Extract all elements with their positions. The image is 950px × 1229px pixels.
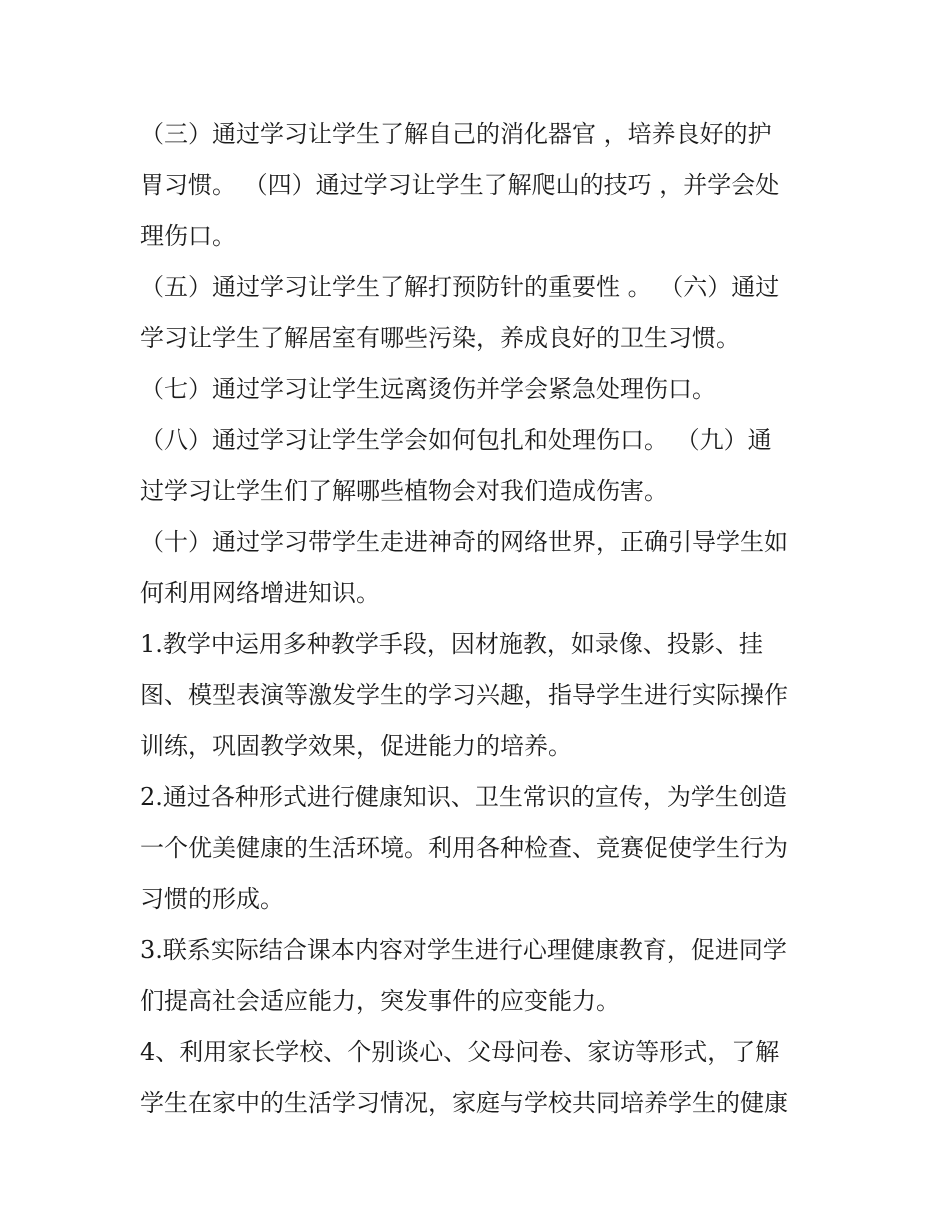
paragraph-measure-3 bbox=[140, 925, 820, 1027]
text-line: 习惯的形成。 bbox=[140, 885, 284, 913]
text-line: （五）通过学习让学生了解打预防针的重要性 。 （六）通过 bbox=[140, 273, 780, 301]
text-line: 2.通过各种形式进行健康知识、卫生常识的宣传，为学生创造 bbox=[140, 783, 787, 811]
text-line: 学习让学生了解居室有哪些污染，养成良好的卫生习惯。 bbox=[140, 324, 740, 352]
text-line: 过学习让学生们了解哪些植物会对我们造成伤害。 bbox=[140, 477, 668, 505]
text-line: 1.教学中运用多种教学手段，因材施教，如录像、投影、挂 bbox=[140, 630, 763, 658]
text-line: 们提高社会适应能力，突发事件的应变能力。 bbox=[140, 987, 620, 1015]
text-line: （七）通过学习让学生远离烫伤并学会紧急处理伤口。 bbox=[140, 375, 716, 403]
text-line: （八）通过学习让学生学会如何包扎和处理伤口。 （九）通 bbox=[140, 426, 772, 454]
paragraph-measure-4 bbox=[140, 1027, 820, 1129]
text-line: 学生在家中的生活学习情况，家庭与学校共同培养学生的健康 bbox=[140, 1089, 788, 1117]
paragraph-measure-1 bbox=[140, 619, 820, 772]
paragraph-measure-2 bbox=[140, 772, 820, 925]
paragraph-goal-5-6 bbox=[140, 262, 820, 364]
text-line: 一个优美健康的生活环境。利用各种检查、竞赛促使学生行为 bbox=[140, 834, 788, 862]
paragraph-goal-10 bbox=[140, 517, 820, 619]
text-line: 理伤口。 bbox=[140, 222, 236, 250]
text-line: 胃习惯。 （四）通过学习让学生了解爬山的技巧 ，并学会处 bbox=[140, 171, 780, 199]
paragraph-goal-8-9 bbox=[140, 415, 820, 517]
document-body bbox=[140, 109, 820, 1129]
text-line: 何利用网络增进知识。 bbox=[140, 579, 380, 607]
paragraph-goal-3-4 bbox=[140, 109, 820, 262]
text-line: 图、模型表演等激发学生的学习兴趣，指导学生进行实际操作 bbox=[140, 681, 788, 709]
text-line: 训练，巩固教学效果，促进能力的培养。 bbox=[140, 732, 572, 760]
text-line: 4、利用家长学校、个别谈心、父母问卷、家访等形式，了解 bbox=[140, 1038, 780, 1066]
text-line: 3.联系实际结合课本内容对学生进行心理健康教育，促进同学 bbox=[140, 936, 787, 964]
paragraph-goal-7 bbox=[140, 364, 820, 415]
text-line: （三）通过学习让学生了解自己的消化器官 ，培养良好的护 bbox=[140, 120, 772, 148]
text-line: （十）通过学习带学生走进神奇的网络世界，正确引导学生如 bbox=[140, 528, 788, 556]
